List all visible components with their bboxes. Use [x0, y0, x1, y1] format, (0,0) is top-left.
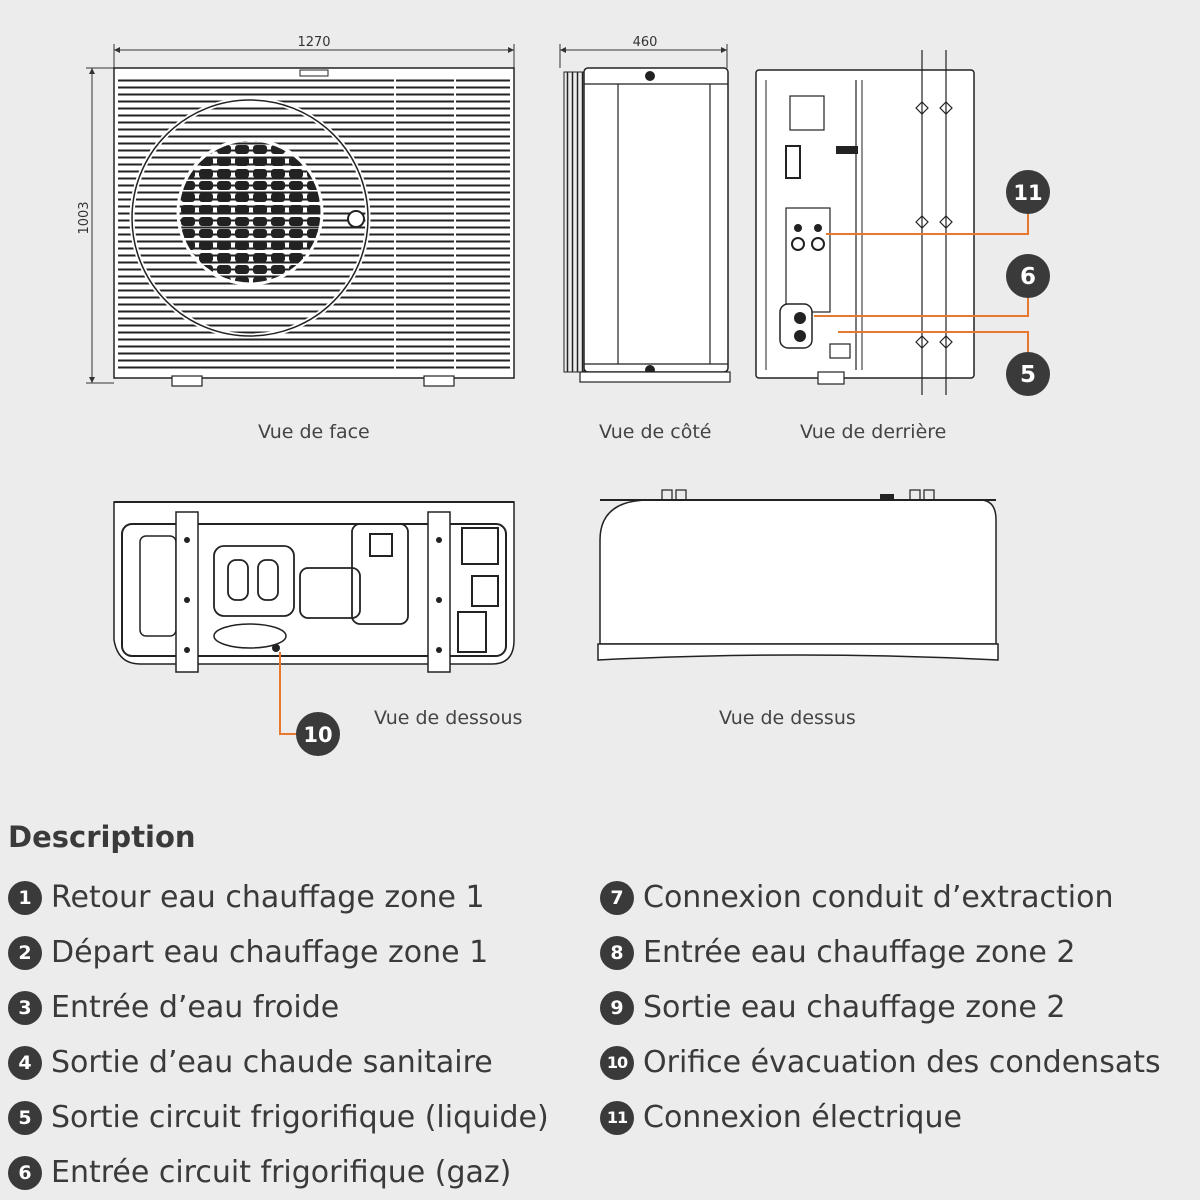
legend-right-column [600, 870, 1161, 1145]
legend-label: Entrée eau chauffage zone 2 [643, 935, 1076, 970]
svg-text:6: 6 [1019, 264, 1037, 290]
legend-number: 1 [8, 881, 42, 915]
legend-item [8, 1035, 549, 1090]
label-front-view: Vue de face [258, 421, 370, 443]
legend-item [8, 1090, 549, 1145]
legend-label: Connexion électrique [643, 1100, 962, 1135]
dimension-width: 1270 [297, 35, 331, 50]
legend-label: Entrée circuit frigorifique (gaz) [51, 1155, 512, 1190]
legend-item [8, 980, 549, 1035]
callout-11 [1006, 170, 1050, 214]
legend-label: Entrée d’eau froide [51, 990, 340, 1025]
legend-item [600, 870, 1161, 925]
legend-label: Orifice évacuation des condensats [643, 1045, 1161, 1080]
legend-item [600, 980, 1161, 1035]
legend-number: 7 [600, 881, 634, 915]
legend-item [8, 870, 549, 925]
label-top-view: Vue de dessus [719, 707, 856, 729]
label-bottom-view: Vue de dessous [374, 707, 523, 729]
description-title: Description [8, 820, 196, 854]
legend-left-column [8, 870, 549, 1200]
dimension-height: 1003 [77, 201, 92, 235]
svg-text:5: 5 [1019, 362, 1037, 388]
legend-item [8, 925, 549, 980]
back-view [756, 50, 974, 395]
legend-label: Retour eau chauffage zone 1 [51, 880, 485, 915]
label-back-view: Vue de derrière [800, 421, 947, 443]
legend-item [600, 925, 1161, 980]
legend-number: 3 [8, 991, 42, 1025]
legend-item [8, 1145, 549, 1200]
legend-number: 9 [600, 991, 634, 1025]
legend-number: 8 [600, 936, 634, 970]
legend-number: 4 [8, 1046, 42, 1080]
legend-label: Sortie d’eau chaude sanitaire [51, 1045, 493, 1080]
legend-label: Sortie circuit frigorifique (liquide) [51, 1100, 549, 1135]
svg-text:11: 11 [1013, 181, 1043, 205]
label-side-view: Vue de côté [599, 421, 712, 443]
legend-number: 2 [8, 936, 42, 970]
front-view [77, 35, 514, 386]
callout-6 [1006, 254, 1050, 298]
legend-number: 6 [8, 1156, 42, 1190]
legend-item [600, 1035, 1161, 1090]
legend-item [600, 1090, 1161, 1145]
svg-text:10: 10 [303, 723, 333, 747]
legend-label: Sortie eau chauffage zone 2 [643, 990, 1066, 1025]
callout-10 [296, 712, 340, 756]
callout-5 [1006, 352, 1050, 396]
legend-number: 11 [600, 1101, 634, 1135]
dimension-depth: 460 [632, 35, 658, 50]
legend-number: 10 [600, 1046, 634, 1080]
top-view [598, 490, 998, 660]
side-view [560, 35, 730, 382]
legend-label: Départ eau chauffage zone 1 [51, 935, 489, 970]
legend-label: Connexion conduit d’extraction [643, 880, 1114, 915]
bottom-view [114, 502, 514, 672]
legend-number: 5 [8, 1101, 42, 1135]
